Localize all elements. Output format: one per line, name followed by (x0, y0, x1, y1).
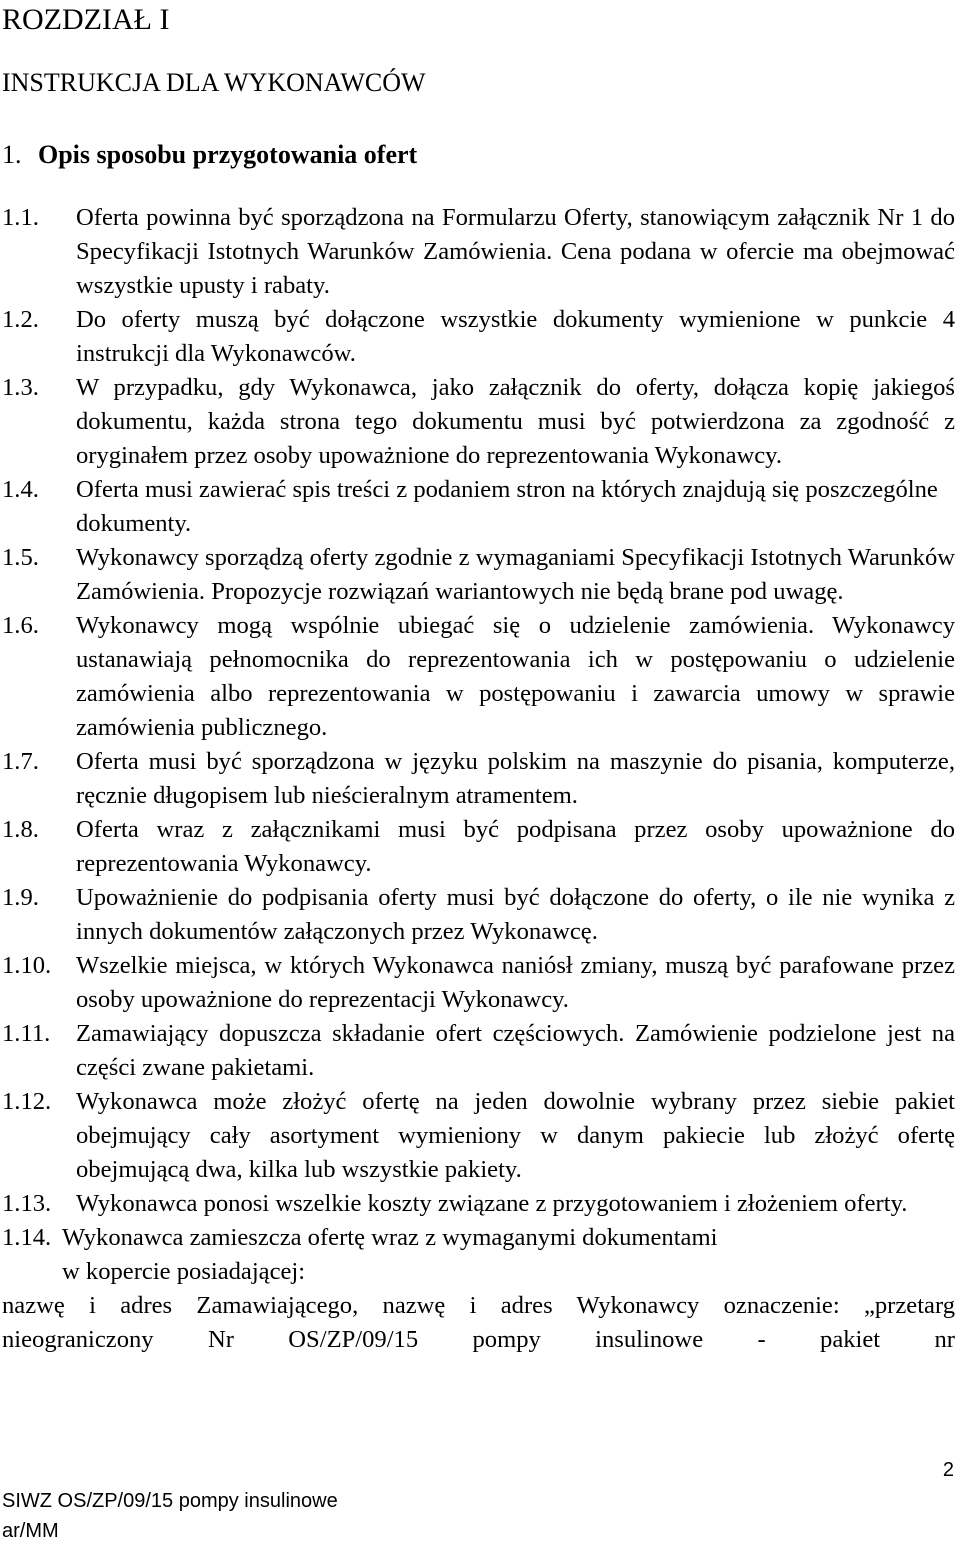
item-last-line2: w kopercie posiadającej: (62, 1258, 306, 1285)
section-number: 1. (2, 140, 22, 169)
item-number: 1.7. (2, 748, 39, 775)
item-number: 1.2. (2, 306, 39, 333)
paragraph-line: nazwę i adres Zamawiającego, nazwę i adres Wykonawcy oznaczenie: „przetarg (2, 1292, 955, 1319)
chapter-heading: ROZDZIAŁ I (2, 3, 170, 36)
item-text: Wykonawcy mogą wspólnie ubiegać się o udzielenie zamówienia. Wykonawcy ustanawiają pełnomocnika do reprezentowania ich w postępowaniu o udzielenie zamówienia albo reprezentowania w postępowaniu i zawarcia umowy w sprawie zamówienia publicznego. (76, 612, 955, 741)
list-item-last (0, 1221, 960, 1289)
list-item (0, 473, 960, 541)
item-number: 1.11. (2, 1020, 51, 1047)
item-last-line1 (2, 1221, 960, 1255)
page-number: 2 (942, 1459, 954, 1481)
item-number: 1.8. (2, 816, 39, 843)
item-text: Wykonawca może złożyć ofertę na jeden dowolnie wybrany przez siebie pakiet obejmujący cały asortyment wymieniony w danym pakiecie lub złożyć ofertę obejmującą dwa, kilka lub wszystkie pakiety. (76, 1088, 955, 1183)
item-text: Wykonawca zamieszcza ofertę wraz z wymaganymi dokumentami (62, 1224, 718, 1251)
item-number: 1.1. (2, 204, 39, 231)
item-number: 1.9. (2, 884, 39, 911)
list-item (0, 813, 960, 881)
list-item (0, 1017, 960, 1085)
item-text: Oferta powinna być sporządzona na Formularzu Oferty, stanowiącym załącznik Nr 1 do Specyfikacji Istotnych Warunków Zamówienia. Cena podana w ofercie ma obejmować wszystkie upusty i rabaty. (76, 204, 955, 299)
list-item (0, 881, 960, 949)
list-item (0, 609, 960, 745)
list-item (0, 745, 960, 813)
list-item (0, 1187, 960, 1221)
item-text: Wykonawcy sporządzą oferty zgodnie z wymaganiami Specyfikacji Istotnych Warunków Zamówienia. Propozycje rozwiązań wariantowych nie będą brane pod uwagę. (76, 544, 955, 605)
item-number: 1.13. (2, 1190, 52, 1217)
item-number: 1.4. (2, 476, 39, 503)
item-number: 1.3. (2, 374, 39, 401)
list-item (0, 1085, 960, 1187)
instruction-list (0, 201, 960, 1357)
section-heading (2, 138, 417, 172)
item-number: 1.12. (2, 1088, 52, 1115)
list-item (0, 371, 960, 473)
footer-author: ar/MM (2, 1520, 59, 1542)
item-text: Oferta musi zawierać spis treści z podaniem stron na których znajdują się poszczególne dokumenty. (76, 476, 938, 537)
item-text: Upoważnienie do podpisania oferty musi być dołączone do oferty, o ile nie wynika z innych dokumentów załączonych przez Wykonawcę. (76, 884, 955, 945)
item-text: Do oferty muszą być dołączone wszystkie dokumenty wymienione w punkcie 4 instrukcji dla Wykonawców. (76, 306, 955, 367)
section-title: Opis sposobu przygotowania ofert (38, 140, 418, 169)
document-title: INSTRUKCJA DLA WYKONAWCÓW (2, 68, 426, 97)
item-text: Oferta musi być sporządzona w języku polskim na maszynie do pisania, komputerze, ręcznie długopisem lub nieścieralnym atramentem. (76, 748, 955, 809)
item-number: 1.5. (2, 544, 39, 571)
item-text: Zamawiający dopuszcza składanie ofert częściowych. Zamówienie podzielone jest na części zwane pakietami. (76, 1020, 955, 1081)
item-number: 1.6. (2, 612, 39, 639)
item-text: W przypadku, gdy Wykonawca, jako załącznik do oferty, dołącza kopię jakiegoś dokumentu, każda strona tego dokumentu musi być potwierdzona za zgodność z oryginałem przez osoby upoważnione do reprezentowania Wykonawcy. (76, 374, 955, 469)
item-number: 1.10. (2, 952, 52, 979)
footer (2, 1486, 338, 1546)
paragraph-line: nieograniczony Nr OS/ZP/09/15 pompy insulinowe - pakiet nr (2, 1326, 955, 1353)
list-item (0, 949, 960, 1017)
footer-document-id: SIWZ OS/ZP/09/15 pompy insulinowe (2, 1490, 338, 1512)
item-text: Wszelkie miejsca, w których Wykonawca naniósł zmiany, muszą być parafowane przez osoby upoważnione do reprezentacji Wykonawcy. (76, 952, 955, 1013)
list-item (0, 201, 960, 303)
list-item (0, 303, 960, 371)
item-number: 1.14. (2, 1224, 52, 1251)
list-item (0, 541, 960, 609)
item-text: Wykonawca ponosi wszelkie koszty związane z przygotowaniem i złożeniem oferty. (76, 1190, 908, 1217)
item-text: Oferta wraz z załącznikami musi być podpisana przez osoby upoważnione do reprezentowania Wykonawcy. (76, 816, 955, 877)
